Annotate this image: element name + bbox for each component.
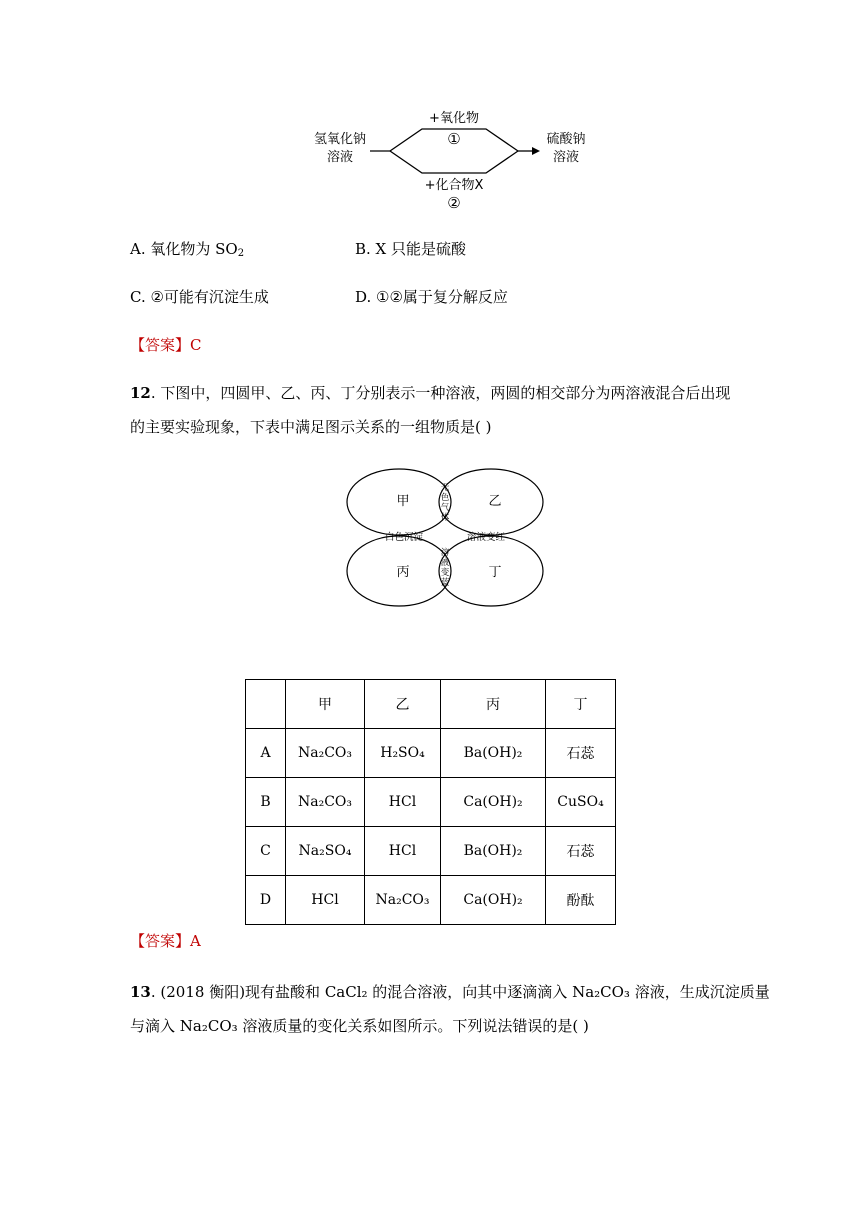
question-12-line-2: 的主要实验现象，下表中满足图示关系的一组物质是( ) <box>130 418 492 436</box>
table-cell: A <box>246 729 286 778</box>
label-bing: 丙 <box>396 565 410 580</box>
reaction-flow-diagram <box>300 105 600 215</box>
table-cell: Ca(OH)₂ <box>441 778 546 827</box>
table-cell: Na₂CO₃ <box>286 778 365 827</box>
table-row <box>246 778 616 827</box>
table-cell: Ca(OH)₂ <box>441 876 546 925</box>
step-two-marker: ② <box>447 194 461 212</box>
label-yi: 乙 <box>488 494 502 509</box>
header-cell: 丙 <box>441 680 546 729</box>
overlap-left-text: 白色沉淀 <box>384 532 424 543</box>
start-label-1: 氢氧化钠 <box>313 132 367 147</box>
svg-text:体: 体 <box>440 513 450 523</box>
lower-reagent-label: +化合物X <box>424 178 484 193</box>
table-header-row <box>246 680 616 729</box>
table-cell: 石蕊 <box>546 729 616 778</box>
label-jia: 甲 <box>396 494 410 509</box>
table-cell: HCl <box>286 876 365 925</box>
svg-text:无: 无 <box>440 483 450 493</box>
table-cell: Na₂CO₃ <box>365 876 441 925</box>
option-d: D. ①②属于复分解反应 <box>355 288 508 306</box>
table-cell: Na₂CO₃ <box>286 729 365 778</box>
table-row <box>246 876 616 925</box>
answer-12: 【答案】A <box>130 932 201 950</box>
substance-table <box>245 679 616 925</box>
svg-text:液: 液 <box>440 558 450 568</box>
header-cell: 甲 <box>286 680 365 729</box>
svg-text:溶: 溶 <box>440 548 450 558</box>
question-13-line-1: 13. (2018 衡阳)现有盐酸和 CaCl₂ 的混合溶液，向其中逐滴滴入 Na₂CO₃ 溶液，生成沉淀质量 <box>130 983 770 1001</box>
table-cell: HCl <box>365 827 441 876</box>
start-label-2: 溶液 <box>326 150 354 165</box>
table-cell: Na₂SO₄ <box>286 827 365 876</box>
lower-path <box>390 151 518 173</box>
product-label-2: 溶液 <box>552 150 580 165</box>
table-cell: D <box>246 876 286 925</box>
product-label-1: 硫酸钠 <box>546 132 586 147</box>
label-ding: 丁 <box>488 565 502 580</box>
upper-reagent-label: +氧化物 <box>429 111 479 126</box>
answer-11: 【答案】C <box>130 336 202 354</box>
overlap-right-text: 溶液变红 <box>466 532 506 543</box>
option-c: C. ②可能有沉淀生成 <box>130 288 269 306</box>
arrow-head-icon <box>532 147 540 155</box>
question-13-line-2: 与滴入 Na₂CO₃ 溶液质量的变化关系如图所示。下列说法错误的是( ) <box>130 1017 589 1035</box>
table-cell: H₂SO₄ <box>365 729 441 778</box>
table-cell: Ba(OH)₂ <box>441 729 546 778</box>
option-b: B. X 只能是硫酸 <box>355 240 467 258</box>
header-cell: 丁 <box>546 680 616 729</box>
table-cell: HCl <box>365 778 441 827</box>
table-cell: C <box>246 827 286 876</box>
svg-text:气: 气 <box>440 503 450 513</box>
step-one-marker: ① <box>447 130 461 148</box>
overlap-bottom-text <box>441 547 450 588</box>
option-a: A. 氧化物为 $SO_2$ <box>130 240 245 259</box>
svg-text:蓝: 蓝 <box>440 578 450 588</box>
table-row <box>246 729 616 778</box>
venn-diagram <box>345 468 545 610</box>
table-cell: Ba(OH)₂ <box>441 827 546 876</box>
table-row <box>246 827 616 876</box>
header-cell <box>246 680 286 729</box>
table-cell: 石蕊 <box>546 827 616 876</box>
svg-text:色: 色 <box>440 493 450 503</box>
question-12-line-1: 12. 下图中，四圆甲、乙、丙、丁分别表示一种溶液，两圆的相交部分为两溶液混合后出现 <box>130 384 731 402</box>
header-cell: 乙 <box>365 680 441 729</box>
overlap-top-text <box>441 483 450 523</box>
table-cell: CuSO₄ <box>546 778 616 827</box>
svg-text:变: 变 <box>440 568 450 578</box>
table-cell: 酚酞 <box>546 876 616 925</box>
table-cell: B <box>246 778 286 827</box>
